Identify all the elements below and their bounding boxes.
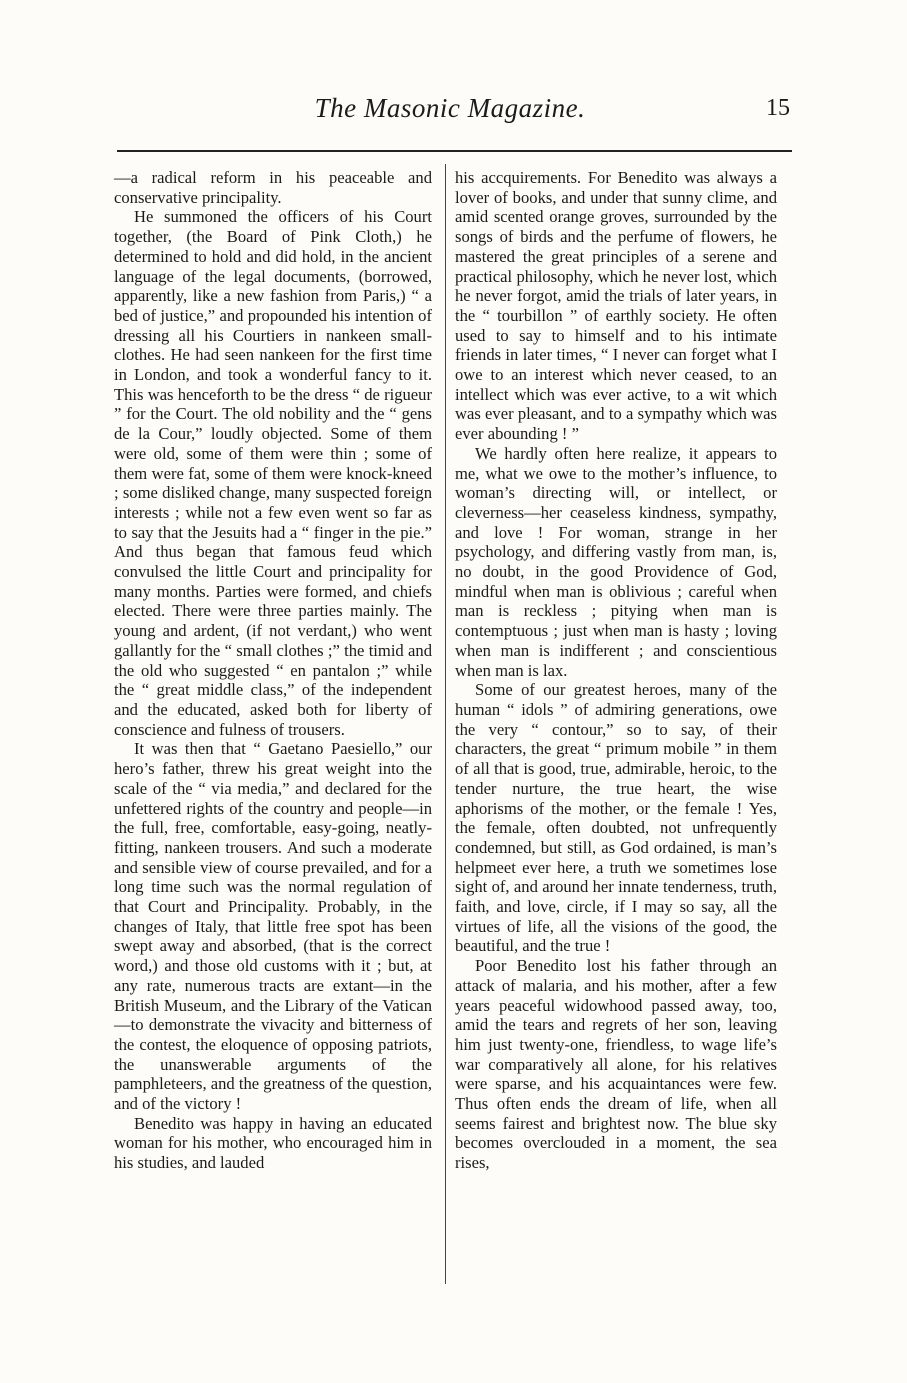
header-rule bbox=[117, 150, 792, 152]
paragraph: It was then that “ Gaetano Paesiello,” our hero’s father, threw his great weight into the scale of the “ via media,” and declared for the unfettered rights of the country and people—in the full, free, comfortable, easy-going, neatly-fitting, nankeen trousers. And such a moderate and sensible view of course prevailed, and for a long time such was the normal regulation of that Court and Principality. Probably, in the changes of Italy, that little free spot has been swept away and absorbed, (that is the correct word,) and those old customs with it ; but, at any rate, numerous tracts are extant—in the British Museum, and the Library of the Vatican—to demonstrate the vivacity and bitterness of the contest, the eloquence of opposing patriots, the unanswerable arguments of the pamphleteers, and the greatness of the question, and of the victory ! bbox=[114, 739, 432, 1114]
left-column bbox=[114, 168, 432, 1173]
paragraph: his accquirements. For Benedito was always a lover of books, and under that sunny clime, and amid scented orange groves, surrounded by the songs of birds and the perfume of flowers, he mastered the great principles of a serene and practical philosophy, which he never lost, which he never forgot, amid the trials of later years, in the “ tourbillon ” of earthly society. He often used to say to himself and to his intimate friends in later times, “ I never can forget what I owe to an interest which never ceased, to an intellect which was ever active, to a wit which was ever pleasant, and to a sympathy which was ever abounding ! ” bbox=[455, 168, 777, 444]
paragraph: He summoned the officers of his Court together, (the Board of Pink Cloth,) he determined to hold and did hold, in the ancient language of the legal documents, (borrowed, apparently, like a new fashion from Paris,) “ a bed of justice,” and propounded his intention of dressing all his Courtiers in nankeen small-clothes. He had seen nankeen for the first time in London, and took a wonderful fancy to it. This was henceforth to be the dress “ de rigueur ” for the Court. The old nobility and the “ gens de la Cour,” loudly objected. Some of them were old, some of them were thin ; some of them were fat, some of them were knock-kneed ; some disliked change, many suspected foreign interests ; while not a few even went so far as to say that the Jesuits had a “ finger in the pie.” And thus began that famous feud which convulsed the little Court and principality for many months. Parties were formed, and chiefs elected. There were three parties mainly. The young and ardent, (if not verdant,) who went gallantly for the “ small clothes ;” the timid and the old who suggested “ en pantalon ;” while the “ great middle class,” of the independent and the educated, asked both for liberty of conscience and fulness of trousers. bbox=[114, 207, 432, 739]
page-number: 15 bbox=[766, 95, 790, 121]
page-header bbox=[110, 93, 790, 133]
paragraph: We hardly often here realize, it appears to me, what we owe to the mother’s influence, to woman’s directing will, or intellect, or cleverness—her ceaseless kindness, sympathy, and love ! For woman, strange in her psychology, and differing vastly from man, is, no doubt, in the good Providence of God, mindful when man is oblivious ; careful when man is reckless ; pitying when man is contemptuous ; just when man is hasty ; loving when man is indifferent ; and conscientious when man is lax. bbox=[455, 443, 777, 680]
right-column bbox=[455, 168, 777, 1173]
paragraph: —a radical reform in his peaceable and conservative principality. bbox=[114, 168, 432, 207]
paragraph: Some of our greatest heroes, many of the human “ idols ” of admiring generations, owe the very “ contour,” so to say, of their characters, the great “ primum mobile ” in them of all that is good, true, admirable, heroic, to the tender nurture, the true heart, the wise aphorisms of the mother, or the female ! Yes, the female, often doubted, not unfrequently condemned, but still, as God ordained, is man’s helpmeet ever here, a truth we sometimes lose sight of, and around her innate tenderness, truth, faith, and love, circle, if I may so say, all the virtues of life, all the visions of the good, the beautiful, and the true ! bbox=[455, 680, 777, 956]
column-divider bbox=[445, 164, 446, 1284]
paragraph: Poor Benedito lost his father through an attack of malaria, and his mother, after a few years peaceful widowhood passed away, too, amid the tears and regrets of her son, leaving him just twenty-one, friendless, to wage life’s war comparatively all alone, for his relatives were sparse, and his acquaintances were few. Thus often ends the dream of life, when all seems fairest and brightest now. The blue sky becomes overclouded in a moment, the sea rises, bbox=[455, 956, 777, 1173]
running-title: The Masonic Magazine. bbox=[314, 93, 586, 123]
paragraph: Benedito was happy in having an educated woman for his mother, who encouraged him in his studies, and lauded bbox=[114, 1113, 432, 1173]
